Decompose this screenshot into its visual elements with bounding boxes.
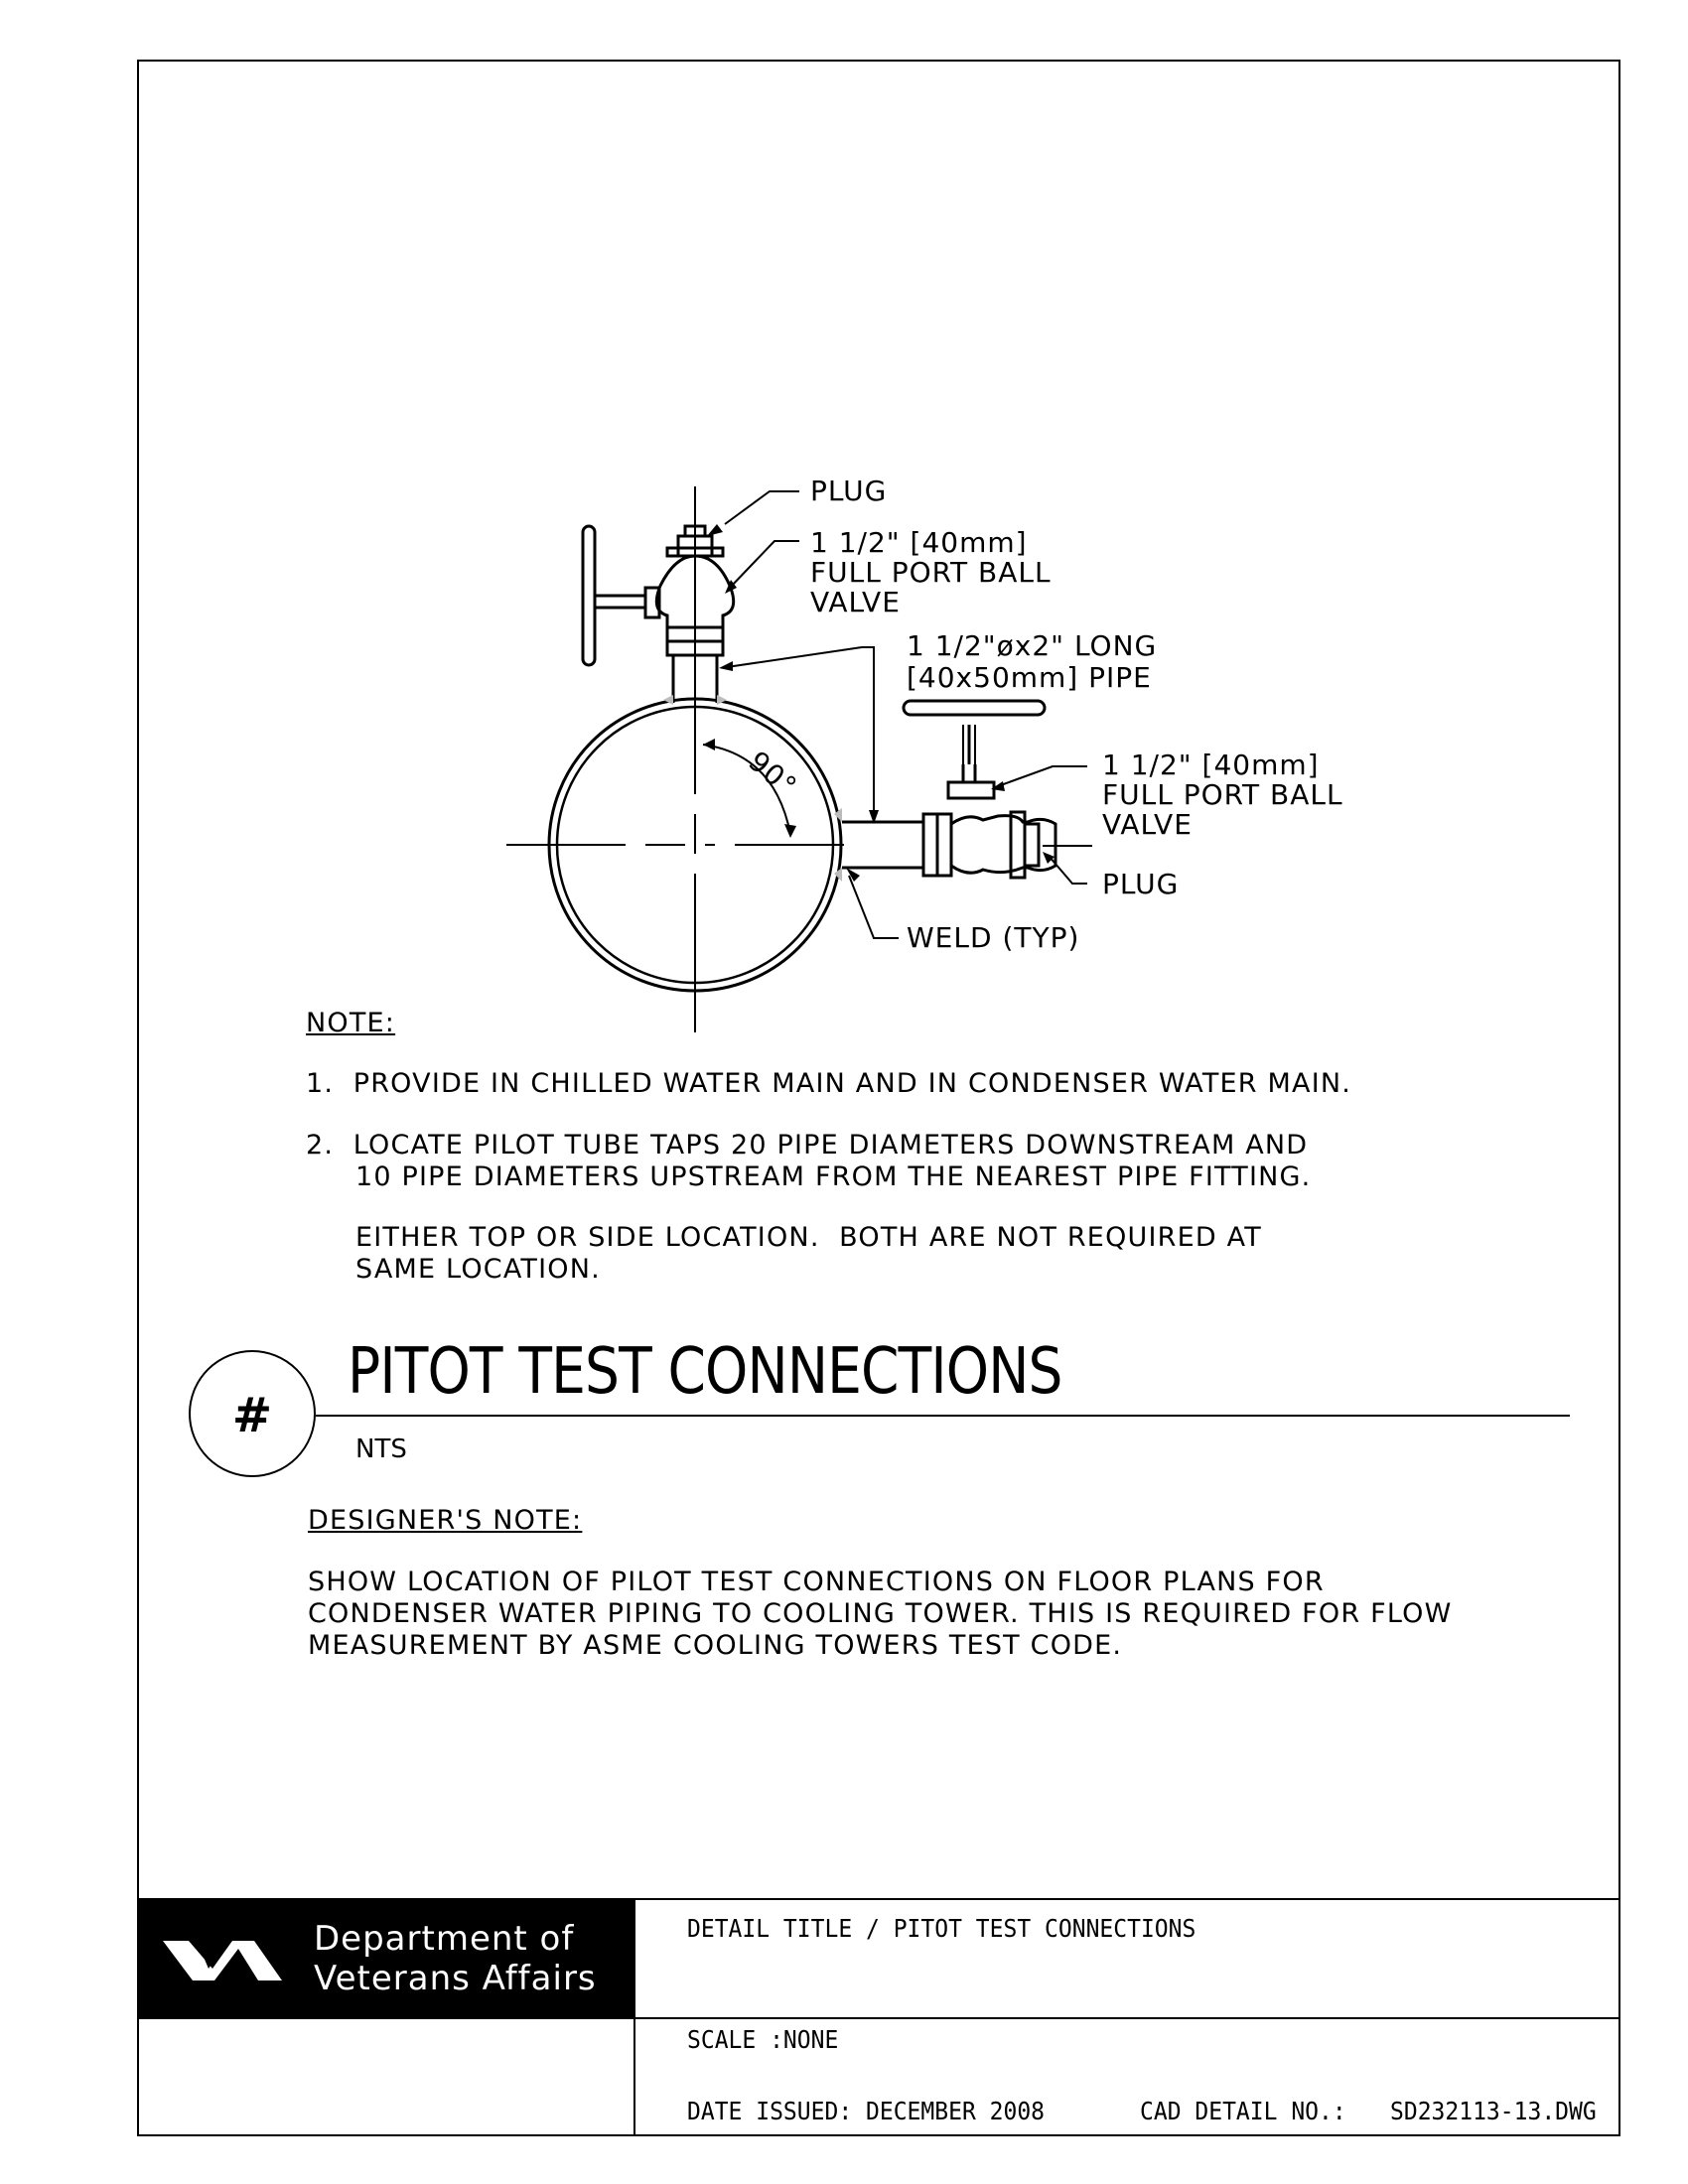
label-valve-top-3: VALVE: [810, 586, 901, 618]
designer-note-line-1: SHOW LOCATION OF PILOT TEST CONNECTIONS ON FLOOR PLANS FOR: [308, 1567, 1325, 1597]
side-ball-valve: [904, 701, 1055, 878]
centerlines: [506, 486, 844, 1032]
detail-number: #: [231, 1388, 273, 1443]
top-ball-valve: [583, 526, 734, 665]
title-block-cad-label: CAD DETAIL NO.:: [1140, 2097, 1346, 2125]
designer-note-heading: DESIGNER'S NOTE:: [308, 1505, 583, 1536]
agency-line-2: Veterans Affairs: [314, 1959, 597, 1998]
title-block-cad-number: SD232113-13.DWG: [1390, 2097, 1597, 2125]
label-angle: 90°: [742, 745, 804, 804]
title-block-scale: SCALE :NONE: [687, 2025, 839, 2054]
label-valve-side-1: 1 1/2" [40mm]: [1102, 749, 1320, 781]
title-block-divider: [633, 1898, 635, 2136]
label-pipe-2: [40x50mm] PIPE: [907, 661, 1152, 694]
weld-marks: [663, 695, 842, 882]
detail-number-bubble: [189, 1350, 316, 1477]
designer-note-line-2: CONDENSER WATER PIPING TO COOLING TOWER. THIS IS REQUIRED FOR FLOW: [308, 1598, 1453, 1629]
va-logo-block: [137, 1899, 633, 2018]
label-plug-top: PLUG: [810, 475, 888, 507]
note-2-line-2: 10 PIPE DIAMETERS UPSTREAM FROM THE NEAREST PIPE FITTING.: [355, 1161, 1312, 1192]
title-block-date-issued: DATE ISSUED: DECEMBER 2008: [687, 2097, 1046, 2125]
label-pipe-1: 1 1/2"øx2" LONG: [907, 629, 1158, 662]
label-valve-side-3: VALVE: [1102, 808, 1193, 841]
notes-heading: NOTE:: [306, 1008, 396, 1038]
designer-note-line-3: MEASUREMENT BY ASME COOLING TOWERS TEST CODE.: [308, 1630, 1123, 1661]
title-underline: [316, 1415, 1570, 1417]
label-plug-side: PLUG: [1102, 868, 1180, 900]
side-pipe-nipple: [842, 814, 951, 876]
title-block-detail-title: DETAIL TITLE / PITOT TEST CONNECTIONS: [687, 1914, 1196, 1943]
label-valve-side-2: FULL PORT BALL: [1102, 778, 1343, 811]
label-weld: WELD (TYP): [907, 921, 1080, 954]
label-valve-top-1: 1 1/2" [40mm]: [810, 526, 1028, 559]
detail-scale-nts: NTS: [355, 1434, 407, 1464]
note-3-line-2: SAME LOCATION.: [355, 1254, 601, 1285]
agency-line-1: Department of: [314, 1919, 575, 1959]
label-valve-top-2: FULL PORT BALL: [810, 556, 1052, 589]
side-plug: [1025, 824, 1039, 866]
note-3-line-1: EITHER TOP OR SIDE LOCATION. BOTH ARE NOT REQUIRED AT: [355, 1222, 1262, 1253]
note-1: 1. PROVIDE IN CHILLED WATER MAIN AND IN CONDENSER WATER MAIN.: [306, 1068, 1352, 1099]
va-logo-icon: [159, 1921, 288, 2000]
note-2-line-1: 2. LOCATE PILOT TUBE TAPS 20 PIPE DIAMETERS DOWNSTREAM AND: [306, 1130, 1309, 1160]
detail-title: PITOT TEST CONNECTIONS: [348, 1335, 1062, 1409]
